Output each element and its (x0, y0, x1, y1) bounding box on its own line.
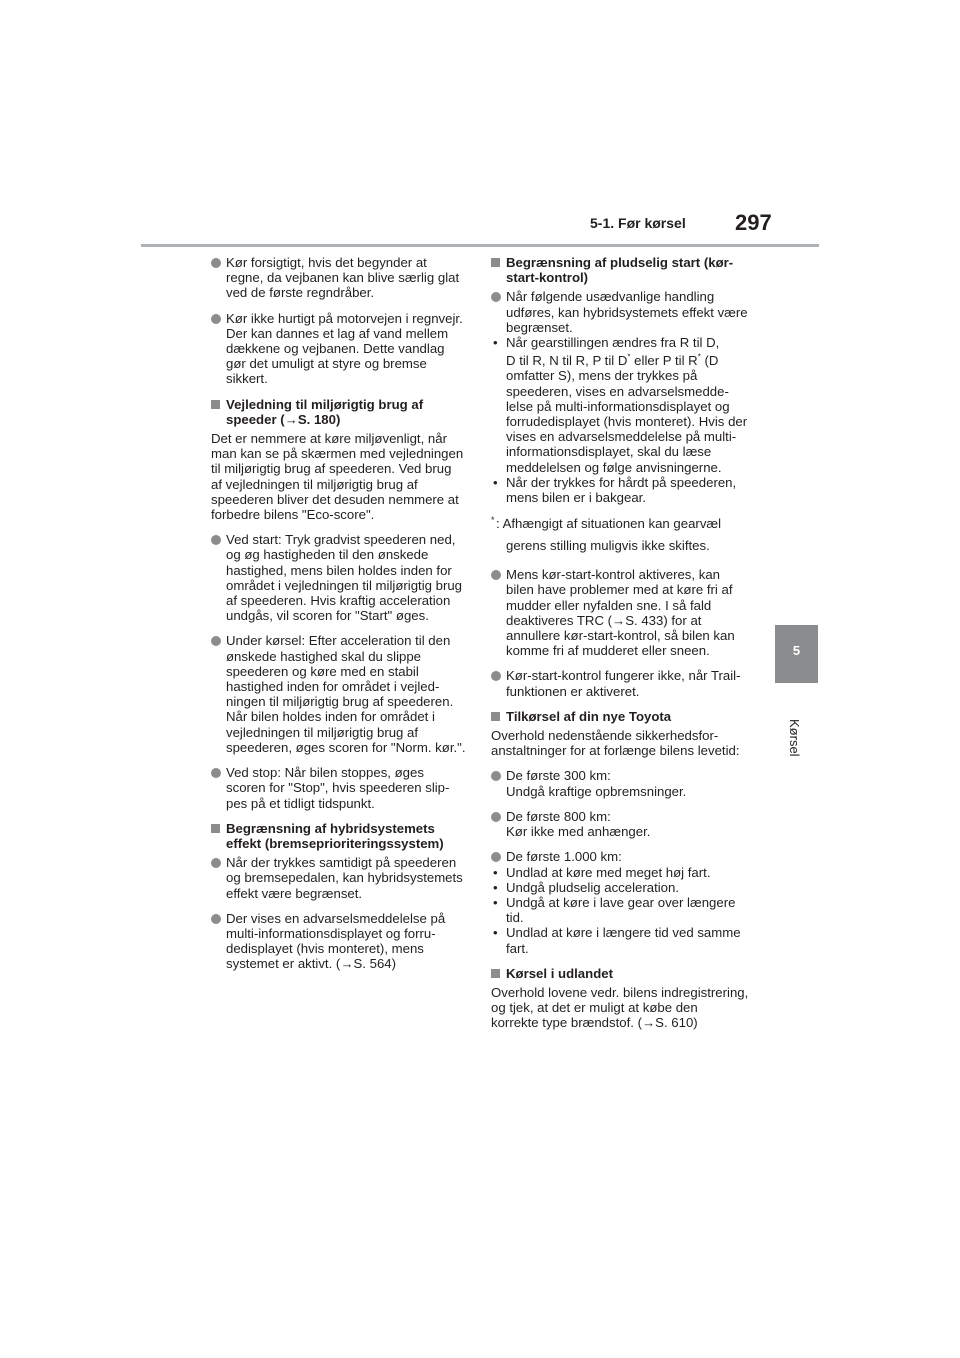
square-bullet-icon (491, 258, 500, 267)
section-heading (211, 821, 466, 851)
section-heading (491, 966, 749, 981)
sub-bullet-item (491, 880, 749, 895)
footnote-text: gerens stilling muligvis ikke skiftes. (506, 538, 710, 554)
sub-bullet-marker: • (493, 879, 498, 895)
section-heading (491, 709, 749, 724)
sub-bullet-line (506, 353, 749, 368)
sub-bullet-text: Undgå at køre i lave gear over længere tid. (506, 894, 736, 926)
left-column (211, 255, 466, 982)
square-bullet-icon (211, 824, 220, 833)
sub-bullet-item (491, 865, 749, 880)
bullet-text: Kør ikke med anhænger. (506, 824, 651, 840)
bullet-text: Kør-start-kontrol fungerer ikke, når Trail-funktionen er aktiveret. (506, 668, 741, 699)
sub-bullet-item (491, 925, 749, 955)
bullet-text: Ved start: Tryk gradvist speederen ned, og øg hastigheden til den ønskede hastighed, mens bilen holdes inden for området i vejledningen til miljørigtig brug af speederen. Hvis kraftig acceleration undgås, vil scoren for "Start" øges. (226, 532, 463, 624)
bullet-dot-icon (491, 852, 501, 862)
sub-bullet-text: (D (700, 353, 719, 369)
heading-text: Vejledning til miljørigtig brug af speeder (→S. 180) (226, 396, 424, 427)
bullet-dot-icon (211, 314, 221, 324)
bullet-item (491, 289, 749, 335)
bullet-text: Kør ikke hurtigt på motorvejen i regnvejr. Der kan dannes et lag af vand mellem dækkene og vejbanen. Dette vandlag gør det umuligt at styre og bremse sikkert. (226, 310, 463, 387)
sub-bullet-text: Når der trykkes for hårdt på speederen, mens bilen er i bakgear. (506, 474, 737, 506)
chapter-tab-title (784, 719, 806, 779)
footnote-marker: * (627, 352, 631, 362)
bullet-text: De første 800 km: (506, 808, 611, 824)
sub-bullet-text: eller P til R (630, 353, 698, 369)
bullet-dot-icon (211, 636, 221, 646)
bullet-item (491, 567, 749, 658)
bullet-dot-icon (491, 570, 501, 580)
bullet-text: Kør forsigtigt, hvis det begynder at regne, da vejbanen kan blive særlig glat ved de første regndråber. (226, 255, 460, 301)
footnote-marker: * (491, 515, 495, 526)
sub-bullet-text: Når gearstillingen ændres fra R til D, (506, 335, 720, 351)
sub-bullet-marker: • (493, 474, 498, 490)
paragraph: Overhold lovene vedr. bilens indregistrering, og tjek, at det er muligt at købe den korrekte type brændstof. (→S. 610) (491, 984, 749, 1031)
bullet-dot-icon (491, 292, 501, 302)
bullet-item (211, 255, 466, 301)
bullet-item (491, 668, 749, 698)
bullet-text: De første 1.000 km: (506, 849, 622, 865)
sub-bullet-text: Undlad at køre med meget høj fart. (506, 864, 711, 880)
sub-bullet-marker: • (493, 864, 498, 880)
bullet-item (491, 849, 749, 864)
sub-bullet-marker: • (493, 335, 498, 351)
sub-bullet-item (491, 335, 749, 475)
bullet-dot-icon (211, 768, 221, 778)
page-number: 297 (735, 210, 772, 235)
section-heading (491, 255, 749, 285)
sub-bullet-text: omfatter S), mens der trykkes på speederen, vises en advarselsmeddelelse på multi-informationsdisplayet og forrudedisplayet (hvis monteret). Hvis der vises en advarselsmeddelelse på multi-informationsdisplayet, skal du læse meddelelsen og følge anvisningerne. (506, 368, 748, 475)
chapter-tab-number: 5 (775, 625, 818, 683)
bullet-item (211, 911, 466, 972)
bullet-dot-icon (211, 258, 221, 268)
square-bullet-icon (491, 712, 500, 721)
bullet-text: Når følgende usædvanlige handling udføres, kan hybridsystemets effekt være begrænset. (506, 289, 748, 335)
bullet-dot-icon (491, 812, 501, 822)
bullet-text: Mens kør-start-kontrol aktiveres, kan bilen have problemer med at køre fri af mudder eller nyfalden sne. I så fald deaktiveres TRC (→S. 433) for at annullere kør-start-kontrol, så bilen kan komme fri af mudderet eller sneen. (506, 567, 735, 659)
square-bullet-icon (211, 400, 220, 409)
heading-text: Begrænsning af pludselig start (kør-start-kontrol) (506, 255, 734, 286)
footnote-marker: * (697, 352, 701, 362)
bullet-item (491, 768, 749, 798)
sub-bullet-marker: • (493, 894, 498, 910)
bullet-text: Der vises en advarselsmeddelelse på multi-informationsdisplayet og forrudedisplayet (hvis monteret), mens systemet er aktivt. (→S. 564) (226, 910, 446, 972)
section-heading (211, 397, 466, 427)
bullet-dot-icon (491, 771, 501, 781)
heading-text: Tilkørsel af din nye Toyota (506, 708, 672, 724)
heading-text: Begrænsning af hybridsystemets effekt (bremseprioriteringssystem) (226, 820, 444, 851)
bullet-item (211, 765, 466, 811)
footnote (491, 513, 749, 557)
sub-bullet-item (491, 475, 749, 505)
bullet-text: De første 300 km: (506, 768, 611, 784)
bullet-item (211, 311, 466, 387)
bullet-dot-icon (491, 671, 501, 681)
right-column (491, 255, 749, 1041)
footnote-text: : Afhængigt af situationen kan gearvæl (496, 516, 722, 532)
bullet-text: Når der trykkes samtidigt på speederen og bremsepedalen, kan hybridsystemets effekt være begrænset. (226, 855, 463, 901)
chapter-tab-title-text: Kørsel (787, 719, 802, 757)
sub-bullet-text: Undlad at køre i længere tid ved samme fart. (506, 925, 741, 956)
bullet-dot-icon (211, 914, 221, 924)
bullet-text: Undgå kraftige opbremsninger. (506, 783, 687, 799)
paragraph: Overhold nedenstående sikkerhedsforanstaltninger for at forlænge bilens levetid: (491, 728, 740, 759)
paragraph: Det er nemmere at køre miljøvenligt, når man kan se på skærmen med vejledningen til miljørigtig brug af speederen. Ved brug af vejledningen til miljørigtig brug af speederen bliver det desuden nemmere at forbedre bilens "Eco-score". (211, 431, 464, 523)
bullet-text: Ved stop: Når bilen stoppes, øges scoren for "Stop", hvis speederen slippes på et tidligt tidspunkt. (226, 765, 450, 811)
square-bullet-icon (491, 969, 500, 978)
bullet-dot-icon (211, 858, 221, 868)
bullet-item (211, 532, 466, 623)
header-rule (141, 244, 819, 247)
bullet-item (211, 633, 466, 755)
heading-text: Kørsel i udlandet (506, 965, 613, 981)
bullet-dot-icon (211, 535, 221, 545)
sub-bullet-item (491, 895, 749, 925)
sub-bullet-marker: • (493, 925, 498, 941)
bullet-text: Under kørsel: Efter acceleration til den ønskede hastighed skal du slippe speederen og køre med en stabil hastighed inden for området i vejledningen til miljørigtig brug af speederen. Når bilen holdes inden for området i vejledningen til miljørigtig brug af speederen, øges scoren for "Norm. kør.". (226, 633, 466, 755)
sub-bullet-text: D til R, N til R, P til D (506, 353, 628, 369)
sub-bullet-text: Undgå pludselig acceleration. (506, 879, 680, 895)
bullet-item (491, 809, 749, 839)
bullet-item (211, 855, 466, 901)
header-section-title: 5-1. Før kørsel (590, 215, 686, 231)
